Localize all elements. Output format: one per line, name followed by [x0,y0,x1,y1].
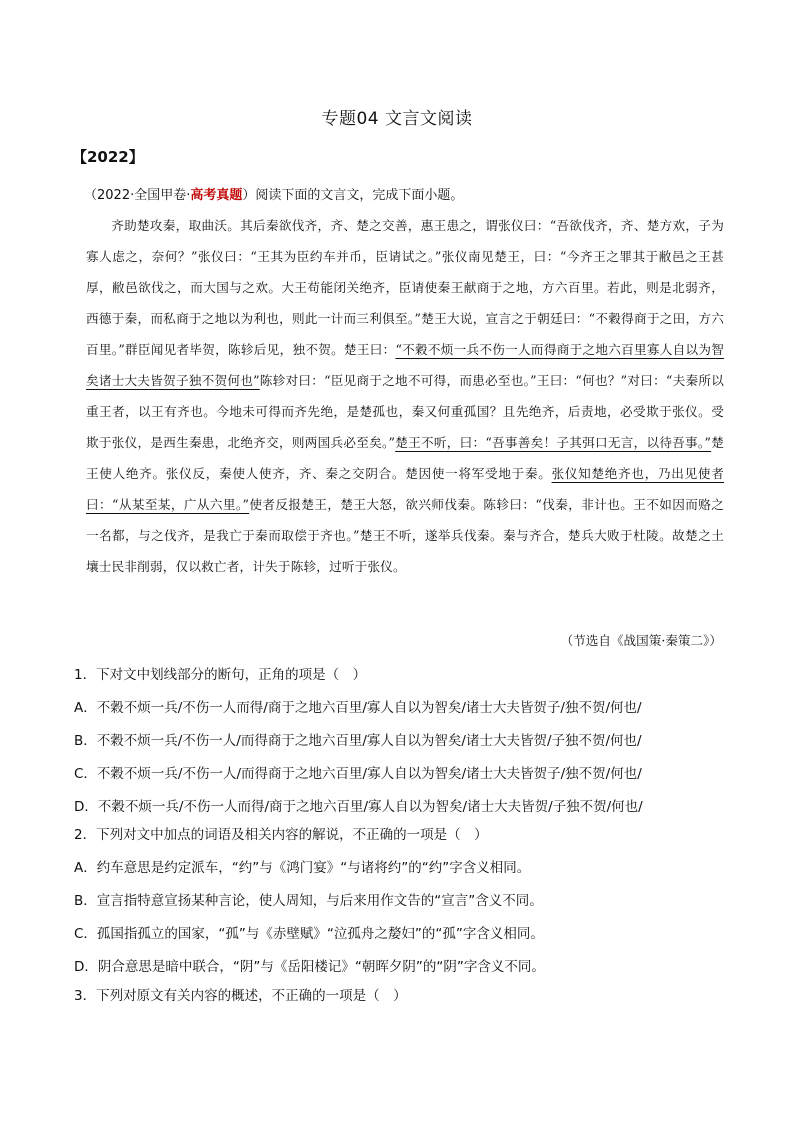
question-2-stem: 2．下列对文中加点的词语及相关内容的解说，不正确的一项是（ ） [74,827,488,843]
citation: （节选自《战国策·秦策二》） [560,633,722,648]
underlined-sentence-3: 张仪知楚绝齐也，乃出见使者曰：“从某至某，广从六里。” [86,466,724,512]
question-1-option-c: C．不穀不烦一兵/不伤一人/而得商于之地六百里/寡人自以为智矣/诸士大夫皆贺子/独不贺/何也/ [74,766,642,782]
question-2-option-d: D．阴合意思是暗中联合，“阴”与《岳阳楼记》“朝晖夕阴”的“阴”字含义不同。 [74,959,545,975]
question-1-option-a: A．不穀不烦一兵/不伤一人而得/商于之地六百里/寡人自以为智矣/诸士大夫皆贺子/独不贺/何也/ [74,700,642,716]
passage-part-1: 齐助楚攻秦，取曲沃。其后秦欲伐齐，齐、楚之交善，惠王患之，谓张仪曰：“吾欲伐齐，齐、楚方欢，子为寡人虑之，奈何？”张仪曰：“王其为臣约车并币，臣请试之。”张仪南见楚王，曰：“今齐王之罪其于敝邑之王甚厚，敝邑欲伐之，而大国与之欢。大王苟能闭关绝齐，臣请使秦王献商于之地，方六百里。若此，则是北弱齐，西德于秦，而私商于之地以为利也，则此一计而三利俱至。”楚王大说，宣言之于朝廷曰：“不穀得商于之田，方六百里。”群臣闻见者毕贺，陈轸后见，独不贺。楚王曰： [86,218,724,357]
question-1-stem: 1．下对文中划线部分的断句，正角的项是（ ） [74,667,367,683]
question-1-option-d: D．不穀不烦一兵/不伤一人而得/商于之地六百里/寡人自以为智矣/诸士大夫皆贺/子独不贺/何也/ [74,799,643,815]
source-suffix: ）阅读下面的文言文，完成下面小题。 [242,188,464,203]
passage-paragraph [86,210,724,582]
exam-highlight: 高考真题 [190,188,243,203]
question-1-option-b: B．不穀不烦一兵/不伤一人/而得商于之地六百里/寡人自以为智矣/诸士大夫皆贺/子独不贺/何也/ [74,733,642,749]
underlined-sentence-2: 楚王不听，曰：“吾事善矣！子其弭口无言，以待吾事。” [395,435,712,450]
passage-part-3: 楚王使人绝齐。张仪反，秦使人使齐，齐、秦之交阴合。楚因使一将军受地于秦。 [86,435,725,481]
passage-part-2: 陈轸对曰：“臣见商于之地不可得，而患必至也。”王曰：“何也？”对曰：“夫秦所以重王者，以王有齐也。今地未可得而齐先绝，是楚孤也，秦又何重孤国？且先绝齐，后责地，必受欺于张仪。受欺于张仪，是西生秦患，北绝齐交，则两国兵必至矣。” [86,373,724,450]
question-2-option-b: B．宣言指特意宣扬某种言论，使人周知，与后来用作文告的“宣言”含义不同。 [74,893,543,909]
question-2-option-c: C．孤国指孤立的国家，“孤”与《赤壁赋》“泣孤舟之嫠妇”的“孤”字含义相同。 [74,926,544,942]
passage-part-4: 使者反报楚王，楚王大怒，欲兴师伐秦。陈轸曰：“伐秦，非计也。王不如因而赂之一名都，与之伐齐，是我亡于秦而取偿于齐也。”楚王不听，遂举兵伐秦。秦与齐合，楚兵大败于杜陵。故楚之土壤士民非削弱，仅以救亡者，计失于陈轸，过听于张仪。 [86,497,724,574]
page-title: 专题04 文言文阅读 [321,109,473,129]
source-prefix: （2022·全国甲卷· [84,188,191,203]
classical-passage [86,210,724,582]
question-3-stem: 3．下列对原文有关内容的概述，不正确的一项是（ ） [74,988,407,1004]
underlined-sentence-1: “不穀不烦一兵不伤一人而得商于之地六百里寡人自以为智矣诸士大夫皆贺子独不贺何也” [86,342,724,388]
year-tag: 【2022】 [72,148,144,166]
question-2-option-a: A．约车意思是约定派车，“约”与《鸿门宴》“与诸将约”的“约”字含义相同。 [74,860,531,876]
source-line [84,184,463,203]
